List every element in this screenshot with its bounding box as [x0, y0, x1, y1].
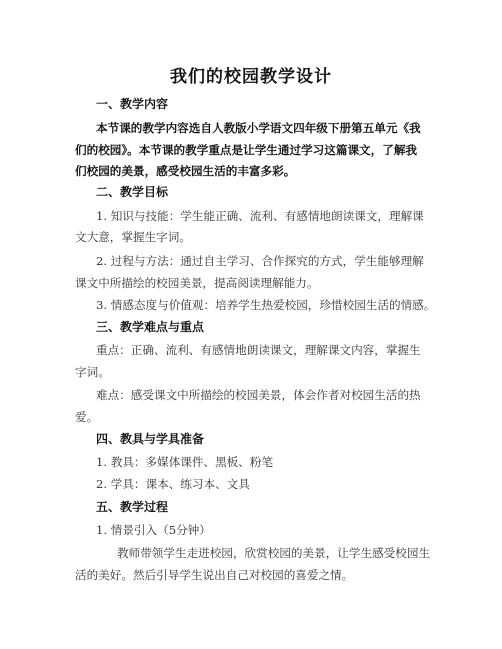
content-line-2: 们的校园》。本节课的教学重点是让学生通过学习这篇课文，了解我 — [75, 143, 418, 157]
goals-line-5: 3. 情感态度与价值观：培养学生热爱校园，珍惜校园生活的情感。 — [96, 298, 436, 312]
difficulties-line-3: 难点：感受课文中所描绘的校园美景，体会作者对校园生活的热 — [96, 388, 421, 402]
tools-line-1: 1. 教具：多媒体课件、黑板、粉笔 — [96, 455, 274, 469]
section-heading-process: 五、教学过程 — [96, 500, 169, 514]
tools-line-2: 2. 学具：课本、练习本、文具 — [96, 477, 250, 491]
difficulties-line-4: 爱。 — [75, 410, 99, 424]
goals-line-1: 1. 知识与技能：学生能正确、流利、有感情地朗读课文，理解课 — [96, 209, 424, 223]
section-heading-goals: 二、教学目标 — [96, 185, 169, 199]
goals-line-4: 课文中所描绘的校园美景，提高阅读理解能力。 — [75, 276, 319, 290]
section-heading-content: 一、教学内容 — [96, 97, 169, 111]
content-line-3: 们校园的美景，感受校园生活的丰富多彩。 — [75, 164, 296, 178]
difficulties-line-2: 字词。 — [75, 365, 110, 379]
goals-line-3: 2. 过程与方法：通过自主学习、合作探究的方式，学生能够理解 — [96, 254, 424, 268]
process-line-1: 1. 情景引入（5分钟） — [96, 523, 211, 537]
goals-line-2: 文大意，掌握生字词。 — [75, 230, 191, 244]
difficulties-line-1: 重点：正确、流利、有感情地朗读课文，理解课文内容，掌握生 — [96, 343, 421, 357]
section-heading-difficulties: 三、教学难点与重点 — [96, 320, 205, 334]
page-title: 我们的校园教学设计 — [170, 67, 332, 87]
process-line-3: 活的美好。然后引导学生说出自己对校园的喜爱之情。 — [75, 568, 354, 582]
content-line-1: 本节课的教学内容选自人教版小学语文四年级下册第五单元《我 — [96, 121, 421, 135]
process-line-2: 教师带领学生走进校园，欣赏校园的美景，让学生感受校园生 — [117, 546, 431, 560]
section-heading-tools: 四、教具与学具准备 — [96, 432, 205, 446]
